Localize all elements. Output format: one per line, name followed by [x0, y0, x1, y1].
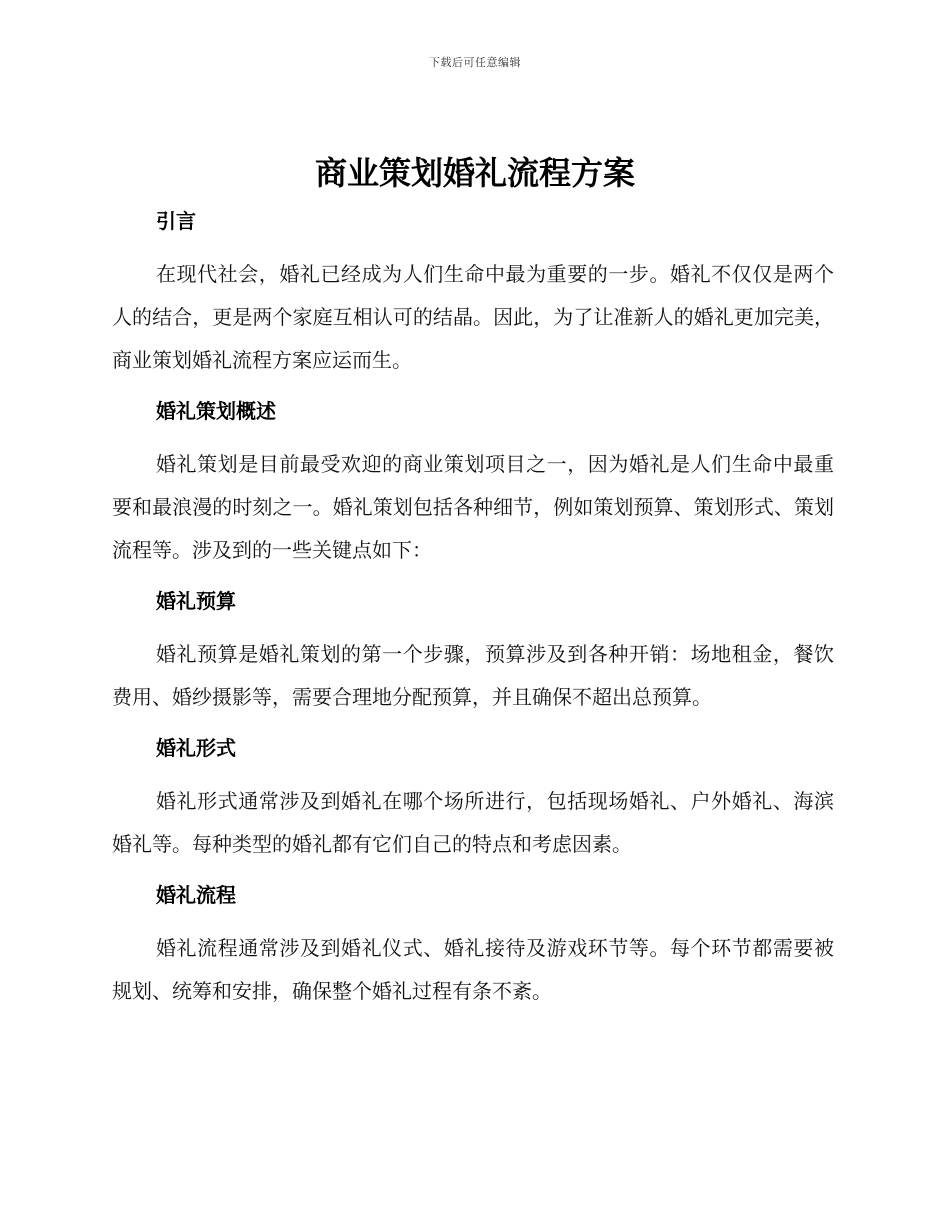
section-heading: 婚礼策划概述 [156, 399, 276, 423]
section-heading: 婚礼预算 [156, 589, 236, 613]
section-heading: 婚礼形式 [156, 736, 236, 760]
document-body [112, 203, 834, 1013]
section-introduction [112, 203, 834, 393]
section-process [112, 877, 834, 1013]
section-paragraph: 在现代社会，婚礼已经成为人们生命中最为重要的一步。婚礼不仅仅是两个人的结合，更是两个家庭互相认可的结晶。因此，为了让准新人的婚礼更加完美，商业策划婚礼流程方案应运而生。 [112, 262, 834, 372]
section-heading: 引言 [156, 209, 196, 233]
section-paragraph: 婚礼形式通常涉及到婚礼在哪个场所进行，包括现场婚礼、户外婚礼、海滨婚礼等。每种类型的婚礼都有它们自己的特点和考虑因素。 [112, 789, 834, 856]
section-paragraph: 婚礼策划是目前最受欢迎的商业策划项目之一，因为婚礼是人们生命中最重要和最浪漫的时刻之一。婚礼策划包括各种细节，例如策划预算、策划形式、策划流程等。涉及到的一些关键点如下： [112, 452, 834, 562]
section-paragraph: 婚礼预算是婚礼策划的第一个步骤，预算涉及到各种开销：场地租金，餐饮费用、婚纱摄影等，需要合理地分配预算，并且确保不超出总预算。 [112, 642, 834, 709]
section-heading: 婚礼流程 [156, 883, 236, 907]
section-overview [112, 393, 834, 583]
header-note: 下载后可任意编辑 [429, 56, 521, 69]
document-title: 商业策划婚礼流程方案 [314, 154, 635, 192]
section-format [112, 730, 834, 877]
section-paragraph: 婚礼流程通常涉及到婚礼仪式、婚礼接待及游戏环节等。每个环节都需要被规划、统筹和安排，确保整个婚礼过程有条不紊。 [112, 936, 834, 1003]
section-budget [112, 583, 834, 730]
